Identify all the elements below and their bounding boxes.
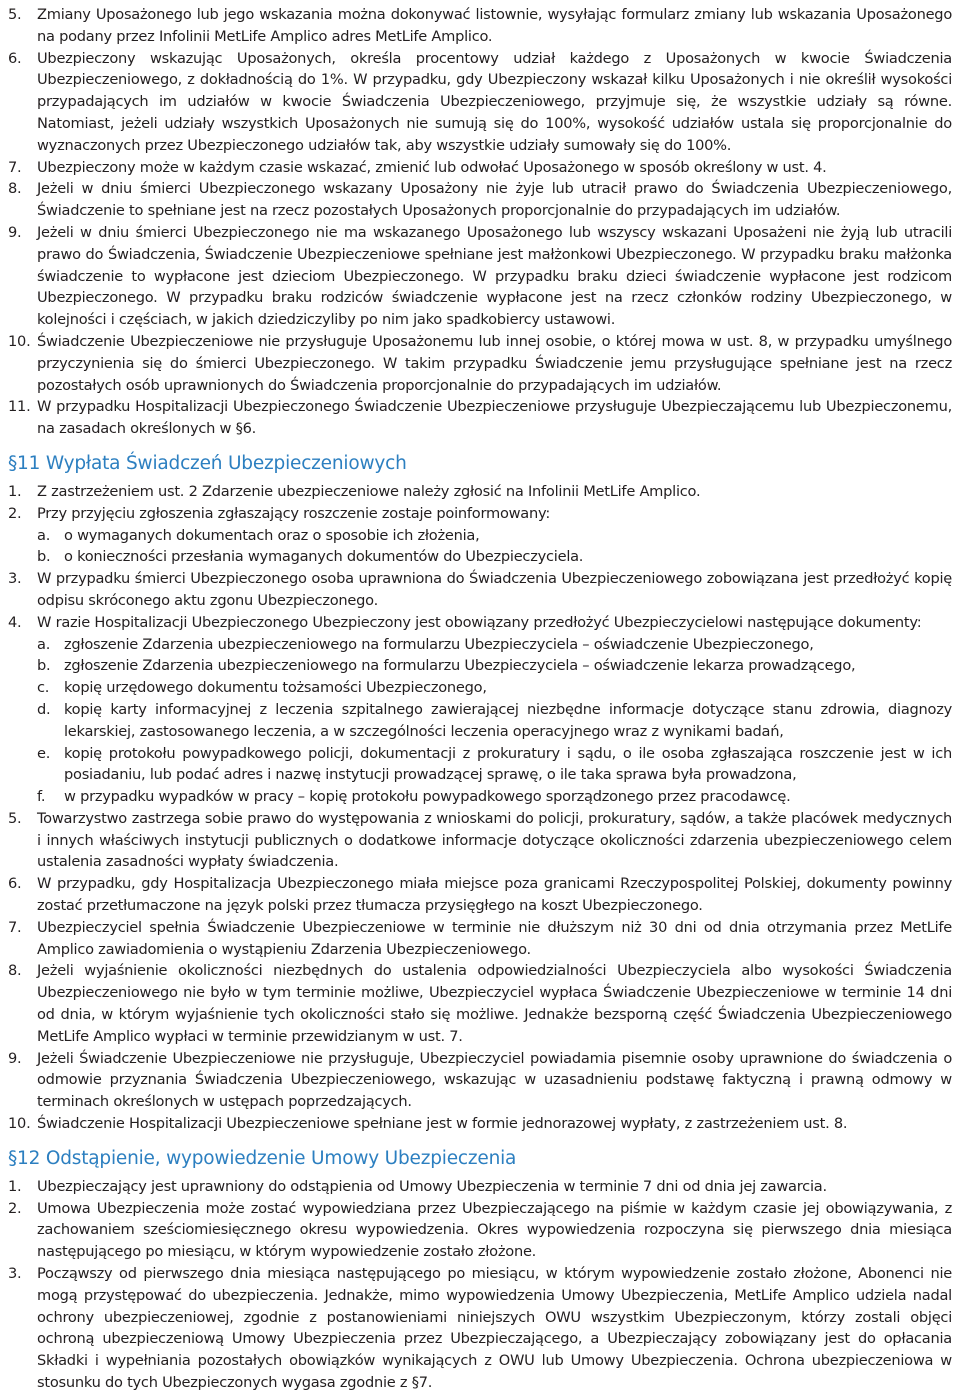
item-number: 3. (8, 570, 22, 588)
item-text: Począwszy od pierwszego dnia miesiąca następującego po miesiącu, w którym wypowiedzenie zostało złożone, Abonenci nie mogą przystępować do ubezpieczenia. Jednakże, mimo wypowiedzenia Umowy Ubezpieczenia, MetLife Amplico udziela nadal ochrony ubezpieczeniowej, zgodnie z postanowieniami niniejszych OWU wszystkim Ubezpieczonym, którzy zostali objęci ochroną ubezpieczeniową Umowy Ubezpieczenia przez Ubezpieczającego, a Ubezpieczający zobowiązany jest do opłacania Składki i wypełniania pozostałych obowiązków wynikających z OWU lub Umowy Ubezpieczenia. Ochrona ubezpieczeniowa w stosunku do tych Ubezpieczonych wygasa zgodnie z §7. (37, 1265, 952, 1392)
item-number: 1. (8, 1177, 22, 1195)
list-item (8, 396, 952, 440)
item-number: 5. (8, 6, 22, 23)
item-number: 10. (8, 1115, 31, 1133)
item-text: Ubezpieczający jest uprawniony do odstąpienia od Umowy Ubezpieczenia w terminie 7 dni od dnia jej zawarcia. (37, 1177, 827, 1195)
sub-item-text: o wymaganych dokumentach oraz o sposobie ich złożenia, (64, 526, 480, 544)
item-text: Świadczenie Ubezpieczeniowe nie przysługuje Uposażonemu lub innej osobie, o której mowa w ust. 8, w przypadku umyślnego przyczynienia się do śmierci Ubezpieczonego. W takim przypadku Świadczenie jemu przysługujące spełniane jest na rzecz pozostałych osób uprawnionych do Świadczenia proporcjonalnie do przypadających im udziałów. (37, 332, 952, 394)
item-text: W przypadku Hospitalizacji Ubezpieczonego Świadczenie Ubezpieczeniowe przysługuje Ubezpieczającemu lub Ubezpieczonemu, na zasadach określonych w §6. (37, 398, 952, 438)
list-item (8, 481, 952, 503)
item-text: Świadczenie Hospitalizacji Ubezpieczeniowe spełniane jest w formie jednorazowej wypłaty, z zastrzeżeniem ust. 8. (37, 1115, 848, 1133)
item-number: 10. (8, 332, 31, 350)
list-item (8, 178, 952, 222)
list-item (8, 1048, 952, 1113)
item-text: Ubezpieczony wskazując Uposażonych, określa procentowy udział każdego z Uposażonych w kwocie Świadczenia Ubezpieczeniowego, z dokładnością do 1%. W przypadku, gdy Ubezpieczony wskazał kilku Uposażonych i nie określił wysokości przypadających im udziałów w kwocie Świadczenia Ubezpieczeniowego, przyjmuje się, że wszystkie udziały są równe. Natomiast, jeżeli udziały wszystkich Uposażonych nie sumują się do 100%, wysokość udziałów ustala się proporcjonalnie do wyznaczonych przez Ubezpieczonego udziałów tak, aby wszystkie udziały sumowały się do 100%. (37, 49, 952, 154)
item-text: Ubezpieczony może w każdym czasie wskazać, zmienić lub odwołać Uposażonego w sposób określony w ust. 4. (37, 158, 827, 176)
sub-item (37, 677, 952, 699)
item-number: 7. (8, 158, 22, 176)
list-item (8, 1263, 952, 1394)
sub-item-letter: c. (37, 679, 50, 697)
sub-item-letter: b. (37, 657, 51, 675)
sub-item-text: zgłoszenie Zdarzenia ubezpieczeniowego na formularzu Ubezpieczyciela – oświadczenie Ubezpieczonego, (64, 635, 814, 653)
sub-item-letter: b. (37, 548, 51, 566)
list-item (8, 157, 952, 179)
list-item (8, 1113, 952, 1135)
item-text: W przypadku, gdy Hospitalizacja Ubezpieczonego miała miejsce poza granicami Rzeczypospolitej Polskiej, dokumenty powinny zostać przetłumaczone na język polski przez tłumacza przysięgłego na koszt Ubezpieczonego. (37, 875, 952, 915)
list-item (8, 917, 952, 961)
list-item (8, 331, 952, 396)
list-item (8, 873, 952, 917)
sub-item (37, 546, 952, 568)
item-text: Z zastrzeżeniem ust. 2 Zdarzenie ubezpieczeniowe należy zgłosić na Infolinii MetLife Amplico. (37, 482, 701, 500)
list-item (8, 960, 952, 1047)
sub-item (37, 525, 952, 547)
item-number: 5. (8, 809, 22, 827)
item-number: 6. (8, 875, 22, 893)
sub-item-text: w przypadku wypadków w pracy – kopię protokołu powypadkowego sporządzonego przez pracodawcę. (64, 788, 791, 806)
item-text: Jeżeli w dniu śmierci Ubezpieczonego nie ma wskazanego Uposażonego lub wszyscy wskazani Uposażeni nie żyją lub utracili prawo do Świadczenia, Świadczenie Ubezpieczeniowe spełniane jest małżonkowi Ubezpieczonego. W przypadku braku małżonka świadczenie to wypłacone jest dzieciom Ubezpieczonego. W przypadku braku dzieci świadczenie wypłacone jest rodzicom Ubezpieczonego. W przypadku braku rodziców świadczenie wypłacone jest na rzecz członków rodziny Ubezpieczonego, w kolejności i częściach, w jakich dziedziczyliby po nim jako spadkobiercy ustawowi. (37, 223, 952, 329)
section-12-title: §12 Odstąpienie, wypowiedzenie Umowy Ubezpieczenia (8, 1147, 517, 1169)
section-12-list (8, 1176, 952, 1394)
sub-item (37, 699, 952, 743)
item-number: 8. (8, 962, 22, 980)
sub-item (37, 786, 952, 808)
item-number: 9. (8, 223, 22, 241)
section-11-title: §11 Wypłata Świadczeń Ubezpieczeniowych (8, 452, 407, 474)
list-item (8, 808, 952, 873)
sub-item-letter: a. (37, 526, 51, 544)
sub-item-text: o konieczności przesłania wymaganych dokumentów do Ubezpieczyciela. (64, 548, 584, 566)
item-text: Jeżeli w dniu śmierci Ubezpieczonego wskazany Uposażony nie żyje lub utracił prawo do Świadczenia Ubezpieczeniowego, Świadczenie to spełniane jest na rzecz pozostałych Uposażonych proporcjonalnie do przypadających im udziałów. (37, 180, 952, 220)
sub-item-letter: a. (37, 635, 51, 653)
item-text: W przypadku śmierci Ubezpieczonego osoba uprawniona do Świadczenia Ubezpieczeniowego zobowiązana jest przedłożyć kopię odpisu skróconego aktu zgonu Ubezpieczonego. (37, 570, 952, 609)
item-number: 6. (8, 49, 22, 67)
sub-item (37, 634, 952, 656)
item-text: Towarzystwo zastrzega sobie prawo do występowania z wnioskami do policji, prokuratury, sądów, a także placówek medycznych i innych właściwych instytucji publicznych o dodatkowe informacje dotyczące okoliczności zdarzenia ubezpieczeniowego celem ustalenia zasadności wypłaty świadczenia. (37, 809, 952, 871)
list-item (8, 612, 952, 808)
item-text: Przy przyjęciu zgłoszenia zgłaszający roszczenie zostaje poinformowany: (37, 504, 550, 522)
list-item (8, 1176, 952, 1198)
item-number: 9. (8, 1049, 22, 1067)
intro-list (8, 4, 952, 440)
item-text: Jeżeli Świadczenie Ubezpieczeniowe nie przysługuje, Ubezpieczyciel powiadamia pisemnie osoby uprawnione do świadczenia o odmowie przyznania Świadczenia Ubezpieczeniowego, wskazując w uzasadnieniu podstawę faktyczną i prawną odmowy w terminach określonych w ustępach poprzedzających. (37, 1049, 952, 1111)
sub-item-text: kopię protokołu powypadkowego policji, dokumentacji z prokuratury i sądu, o ile osoba zgłaszająca roszczenie jest w ich posiadaniu, lub podać adres i nazwę instytucji prowadzącej sprawę, o ile taka sprawa była prowadzona, (64, 744, 952, 784)
sub-item-text: kopię karty informacyjnej z leczenia szpitalnego zawierającej niezbędne informacje dotyczące stanu zdrowia, diagnozy lekarskiej, zastosowanego leczenia, a w szczególności leczenia operacyjnego wraz z wynikami badań, (64, 700, 952, 740)
item-number: 11. (8, 398, 31, 416)
list-item (8, 48, 952, 157)
item-number: 7. (8, 918, 22, 936)
list-item (8, 4, 952, 48)
sub-item-text: zgłoszenie Zdarzenia ubezpieczeniowego na formularzu Ubezpieczyciela – oświadczenie lekarza prowadzącego, (64, 657, 856, 675)
section-11-list (8, 481, 952, 1135)
list-item (8, 1198, 952, 1263)
sub-item-letter: e. (37, 744, 51, 762)
item-text: Ubezpieczyciel spełnia Świadczenie Ubezpieczeniowe w terminie nie dłuższym niż 30 dni od dnia otrzymania przez MetLife Amplico zawiadomienia o wystąpieniu Zdarzenia Ubezpieczeniowego. (37, 918, 952, 958)
item-text: Jeżeli wyjaśnienie okoliczności niezbędnych do ustalenia odpowiedzialności Ubezpieczyciela albo wysokości Świadczenia Ubezpieczeniowego nie było w tym terminie możliwe, Ubezpieczyciel wypłaca Świadczenie Ubezpieczeniowe w terminie 14 dni od dnia, w którym wyjaśnienie tych okoliczności stało się możliwe. Jednakże bezsporną część Świadczenia Ubezpieczeniowego MetLife Amplico wypłaci w terminie przewidzianym w ust. 7. (37, 962, 952, 1045)
item-number: 4. (8, 613, 22, 631)
item-number: 8. (8, 180, 22, 198)
item-number: 2. (8, 1199, 22, 1217)
sub-item (37, 655, 952, 677)
list-item (8, 222, 952, 331)
item-number: 2. (8, 504, 22, 522)
item-text: Zmiany Uposażonego lub jego wskazania można dokonywać listownie, wysyłając formularz zmiany lub wskazania Uposażonego na podany przez Infolinii MetLife Amplico adres MetLife Amplico. (37, 6, 952, 45)
sub-item-letter: f. (37, 788, 46, 806)
list-item (8, 503, 952, 568)
item-text: W razie Hospitalizacji Ubezpieczonego Ubezpieczony jest obowiązany przedłożyć Ubezpieczycielowi następujące dokumenty: (37, 613, 922, 631)
sub-item (37, 743, 952, 787)
item-text: Umowa Ubezpieczenia może zostać wypowiedziana przez Ubezpieczającego na piśmie w każdym czasie jej obowiązywania, z zachowaniem sześciomiesięcznego okresu wypowiedzenia. Okres wypowiedzenia rozpoczyna się pierwszego dnia miesiąca następującego po miesiącu, w którym wypowiedzenie zostało złożone. (37, 1199, 952, 1261)
list-item (8, 568, 952, 612)
sub-item-text: kopię urzędowego dokumentu tożsamości Ubezpieczonego, (64, 679, 487, 697)
item-number: 3. (8, 1265, 22, 1283)
sub-item-letter: d. (37, 700, 51, 718)
item-number: 1. (8, 482, 22, 500)
